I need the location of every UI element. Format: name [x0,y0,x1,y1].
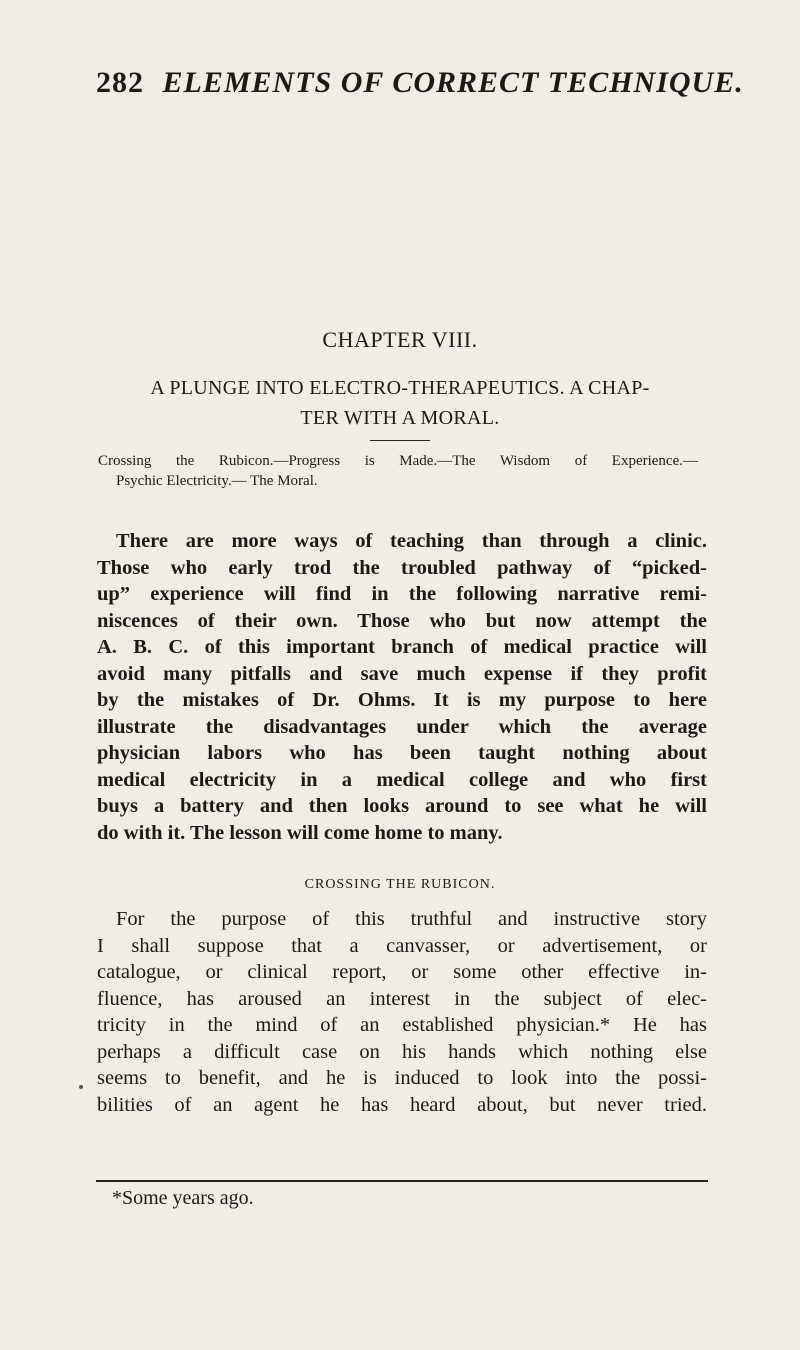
text-line: physician labors who has been taught nothing about [97,742,707,764]
text-line: fluence, has aroused an interest in the subject of elec- [97,987,707,1010]
text-line: tricity in the mind of an established physician.* He has [97,1014,707,1036]
chapter-title-line: TER WITH A MORAL. [300,407,500,429]
running-head [96,66,744,100]
page-number: 282 [96,66,144,99]
text-line: perhaps a difficult case on his hands which nothing else [97,1040,707,1063]
paragraph-1 [97,528,707,846]
chapter-title-line: A PLUNGE INTO ELECTRO-THERAPEUTICS. A CHAP- [150,377,650,399]
chapter-label: CHAPTER VIII. [322,327,478,352]
paragraph-2 [97,906,707,1118]
section-heading: CROSSING THE RUBICON. [304,877,496,892]
margin-mark [79,1085,83,1089]
text-line: buys a battery and then looks around to see what he will [97,795,707,817]
footnote-divider [96,1180,708,1182]
text-line: I shall suppose that a canvasser, or advertisement, or [97,934,707,957]
text-line: For the purpose of this truthful and instructive story [116,908,707,930]
text-line: There are more ways of teaching than through a clinic. [116,530,707,552]
synopsis-line: Psychic Electricity.— The Moral. [116,473,318,489]
text-line: medical electricity in a medical college and who first [97,768,707,791]
text-line: up” experience will find in the following narrative remi- [97,583,707,605]
text-line: seems to benefit, and he is induced to look into the possi- [97,1067,707,1089]
text-line: avoid many pitfalls and save much expense if they profit [97,662,707,685]
text-line: illustrate the disadvantages under which the average [97,715,707,738]
text-line: do with it. The lesson will come home to many. [97,821,503,844]
footnote: *Some years ago. [112,1187,254,1209]
text-line: niscences of their own. Those who but now attempt the [97,609,707,632]
text-line: Those who early trod the troubled pathway of “picked- [97,556,707,579]
text-line: A. B. C. of this important branch of medical practice will [97,636,707,658]
text-line: catalogue, or clinical report, or some other effective in- [97,961,707,983]
text-line: by the mistakes of Dr. Ohms. It is my purpose to here [97,689,707,711]
running-title: ELEMENTS OF CORRECT TECHNIQUE. [162,66,744,99]
chapter-synopsis [98,451,698,491]
text-line: bilities of an agent he has heard about, but never tried. [97,1093,707,1116]
title-divider [370,440,430,441]
synopsis-line: Crossing the Rubicon.—Progress is Made.—The Wisdom of Experience.— [98,453,698,469]
chapter-title [92,373,708,433]
